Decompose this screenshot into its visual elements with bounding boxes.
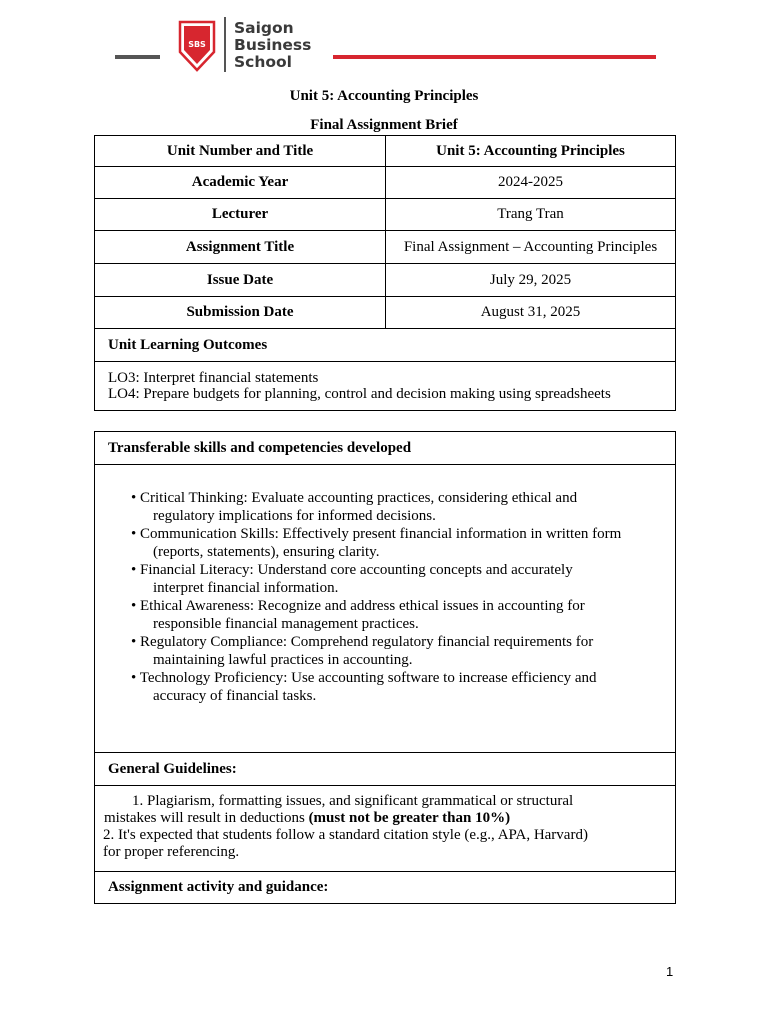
skills-guidelines-table: [94, 431, 676, 904]
school-name-line-1: Saigon: [234, 19, 294, 37]
row-key: Submission Date: [95, 297, 386, 329]
skill-line-1: • Financial Literacy: Understand core accounting concepts and accurately: [131, 562, 573, 578]
logo-divider: [224, 17, 226, 72]
skills-list: [95, 465, 676, 753]
table-row: [95, 167, 676, 199]
activity-title: Assignment activity and guidance:: [95, 872, 676, 904]
school-name: [234, 20, 311, 71]
skill-line-1: • Communication Skills: Effectively present financial information in written form: [131, 526, 622, 542]
learning-outcomes-title: Unit Learning Outcomes: [95, 329, 676, 362]
list-item: [131, 597, 667, 633]
header: [0, 0, 768, 90]
table-row: [95, 136, 676, 167]
skill-line-1: • Technology Proficiency: Use accounting software to increase efficiency and: [131, 670, 597, 686]
table-row: [95, 199, 676, 231]
table-row: [95, 432, 676, 465]
learning-outcomes-list: [95, 362, 676, 411]
table-row: [95, 465, 676, 753]
row-value: Final Assignment – Accounting Principles: [386, 231, 676, 264]
skills-title: Transferable skills and competencies developed: [95, 432, 676, 465]
assignment-info-table: [94, 135, 676, 411]
learning-outcome-item: LO4: Prepare budgets for planning, control and decision making using spreadsheets: [108, 386, 611, 402]
learning-outcome-item: LO3: Interpret financial statements: [108, 370, 319, 386]
skill-line-2: regulatory implications for informed decisions.: [153, 508, 436, 524]
unit-heading: Unit 5: Accounting Principles: [289, 88, 479, 104]
row-key: Issue Date: [95, 264, 386, 297]
row-value: 2024-2025: [386, 167, 676, 199]
skill-line-2: responsible financial management practices.: [153, 616, 419, 632]
row-key: Academic Year: [95, 167, 386, 199]
list-item: [131, 489, 667, 525]
guidelines-title: General Guidelines:: [95, 753, 676, 786]
page-number: 1: [666, 964, 674, 979]
table-row: [95, 872, 676, 904]
school-name-line-3: School: [234, 53, 292, 71]
school-name-line-2: Business: [234, 36, 312, 54]
guidelines-list: [95, 786, 676, 872]
guideline-2-line-1: 2. It's expected that students follow a standard citation style (e.g., APA, Harvard): [103, 827, 588, 843]
skill-line-2: accuracy of financial tasks.: [153, 688, 317, 704]
list-item: [131, 561, 667, 597]
header-left-bar: [115, 55, 160, 59]
skill-line-1: • Critical Thinking: Evaluate accounting practices, considering ethical and: [131, 490, 578, 506]
guideline-1-line-1: 1. Plagiarism, formatting issues, and significant grammatical or structural: [132, 793, 574, 809]
row-key: Lecturer: [95, 199, 386, 231]
skill-line-2: maintaining lawful practices in accounting.: [153, 652, 413, 668]
table-row: [95, 264, 676, 297]
guideline-1-bold: (must not be greater than 10%): [308, 810, 511, 826]
header-right-bar: [333, 55, 656, 59]
skill-line-2: (reports, statements), ensuring clarity.: [153, 544, 380, 560]
skill-line-1: • Ethical Awareness: Recognize and address ethical issues in accounting for: [131, 598, 585, 614]
list-item: [131, 525, 667, 561]
list-item: [131, 669, 667, 705]
brief-heading: Final Assignment Brief: [310, 117, 458, 133]
logo-badge-text: SBS: [188, 40, 206, 49]
skill-line-2: interpret financial information.: [153, 580, 339, 596]
table-row: [95, 329, 676, 362]
row-key: Assignment Title: [95, 231, 386, 264]
table-row: [95, 297, 676, 329]
row-key: Unit Number and Title: [95, 136, 386, 167]
table-row: [95, 753, 676, 786]
sbs-shield-logo: [178, 20, 216, 72]
row-value: Trang Tran: [386, 199, 676, 231]
guideline-1-line-2: [104, 810, 665, 827]
row-value: Unit 5: Accounting Principles: [386, 136, 676, 167]
list-item: [131, 633, 667, 669]
row-value: July 29, 2025: [386, 264, 676, 297]
table-row: [95, 786, 676, 872]
guideline-1-text: mistakes will result in deductions: [104, 810, 309, 826]
row-value: August 31, 2025: [386, 297, 676, 329]
guideline-2-line-2: for proper referencing.: [103, 844, 240, 860]
skill-line-1: • Regulatory Compliance: Comprehend regulatory financial requirements for: [131, 634, 594, 650]
table-row: [95, 231, 676, 264]
table-row: [95, 362, 676, 411]
